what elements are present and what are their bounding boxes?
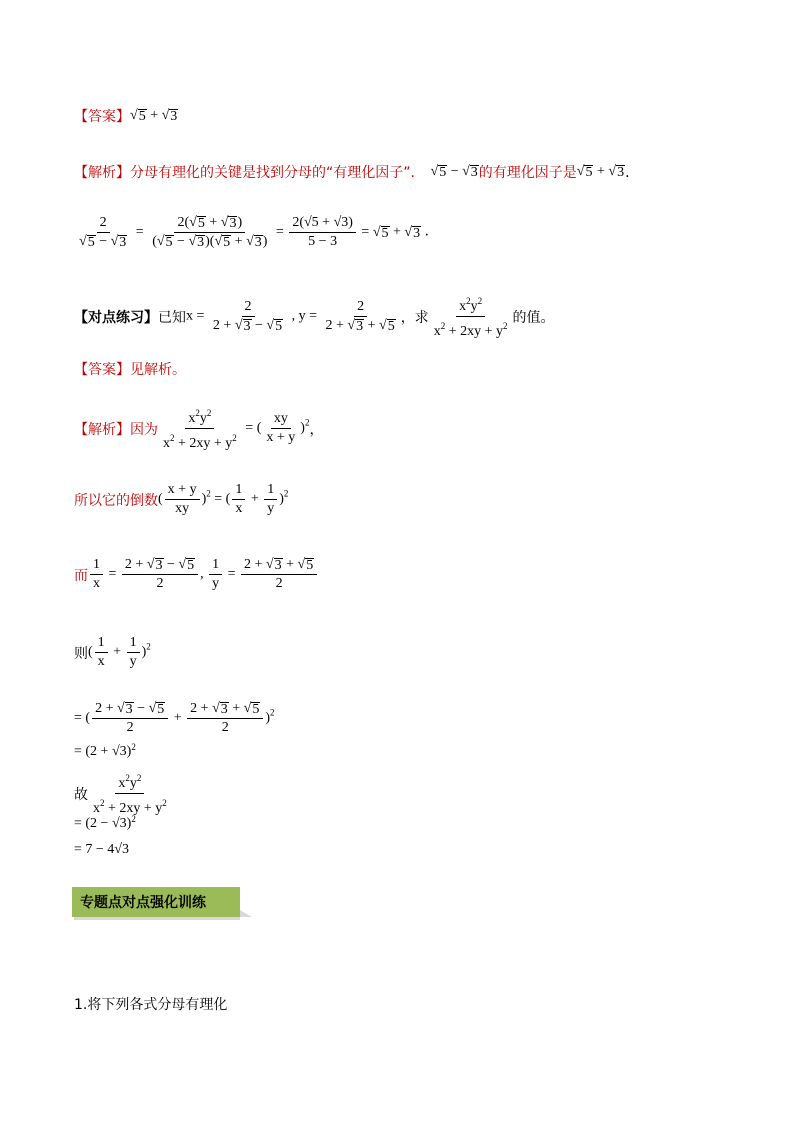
equation-line-1: [74, 215, 439, 250]
reciprocal-text: 所以它的倒数: [74, 492, 158, 509]
analysis-end-2: ，: [309, 421, 324, 438]
question-1: [74, 994, 227, 1014]
answer-text-2: 见解析。: [130, 362, 186, 378]
analysis-expr-2: $\frac{x^2y^2}{x^2 + 2xy + y^2}$ = ( $\frac{xy}{x + y}$ )$^2$: [158, 405, 309, 452]
result-2: = (2 − √3): [74, 815, 132, 831]
ze-line: [74, 635, 151, 670]
gu-expr: $\frac{x^2y^2}{x^2 + 2xy + y^2}$: [88, 770, 172, 817]
practice-expr: x = 2 2 + √ 3 − √ 5 , y = 2 2 + √ 3 + √ 5: [186, 299, 395, 334]
section-shadow: [74, 917, 240, 920]
er-expr: $\frac{1}{x}$ = 2 + √ 3 − √ 5 2 , $\frac{1}{y}$ = 2 + √ 3 + √ 5 2: [88, 557, 319, 592]
analysis-line-2: [74, 405, 323, 452]
er-text: 而: [74, 567, 88, 584]
reciprocal-line: [74, 482, 288, 517]
analysis-text-2b: 因为: [130, 421, 158, 438]
practice-target: $\frac{x^2y^2}{x^2 + 2xy + y^2}$: [429, 293, 513, 340]
gu-line: [74, 770, 172, 817]
practice-line: [74, 293, 554, 340]
question-1-text: 1.将下列各式分母有理化: [74, 997, 228, 1013]
practice-text-3: 的值。: [512, 309, 555, 326]
analysis-label: 【解析】: [74, 165, 130, 181]
result-line-1: = (2 + √3) $^2$: [74, 742, 136, 759]
gu-text: 故: [74, 786, 88, 803]
result-1: = (2 + √3): [74, 743, 132, 759]
section-header: 专题点对点强化训练: [72, 887, 240, 917]
answer-label: 【答案】: [74, 109, 130, 125]
result-3: = 7 − 4√3: [74, 842, 129, 857]
analysis-label-2: 【解析】: [74, 421, 130, 438]
analysis-factor: √ 5 + √ 3: [576, 164, 625, 180]
practice-label: 【对点练习】: [74, 309, 158, 326]
equation-1: 2 √ 5 − √ 3 = 2( √ 5 + √ 3 ) ( √ 5 − √ 3 )( √ 5 + √ 3 ) = $\frac{2(√5 + √3)}{5 - 3}$ = √ 5 + √ 3 ．: [79, 215, 439, 250]
ze-text: 则: [74, 645, 88, 662]
analysis-end: ．: [625, 166, 640, 181]
ze-expr: ( $\frac{1}{x}$ + $\frac{1}{y}$ )$^2$: [88, 635, 151, 669]
section-tail: [240, 910, 252, 917]
answer-value: √ 5 + √ 3: [130, 108, 178, 124]
answer-line-1: [74, 106, 178, 126]
answer-line-2: [74, 359, 186, 379]
analysis-text: 分母有理化的关键是找到分母的“有理化因子”．: [130, 165, 425, 181]
practice-text-2: ，求: [400, 309, 429, 326]
result-line-3: [74, 842, 129, 858]
expansion-line: [74, 701, 275, 736]
expansion-expr: = ( 2 + √ 3 − √ 5 2 + 2 + √ 3 + √ 5 2 )$^2$: [74, 701, 275, 735]
practice-text-1: 已知: [158, 309, 186, 326]
answer-label-2: 【答案】: [74, 362, 130, 378]
result-line-2: = (2 − √3) $^2$: [74, 814, 136, 831]
analysis-text-2: 的有理化因子是: [478, 165, 577, 181]
reciprocal-expr: ( $\frac{x + y}{xy}$ )$^2$ = ( $\frac{1}{x}$ + $\frac{1}{y}$ )$^2$: [158, 482, 289, 516]
analysis-line-1: [74, 162, 639, 182]
analysis-expr: √ 5 − √ 3: [430, 164, 478, 180]
er-line: [74, 557, 319, 592]
